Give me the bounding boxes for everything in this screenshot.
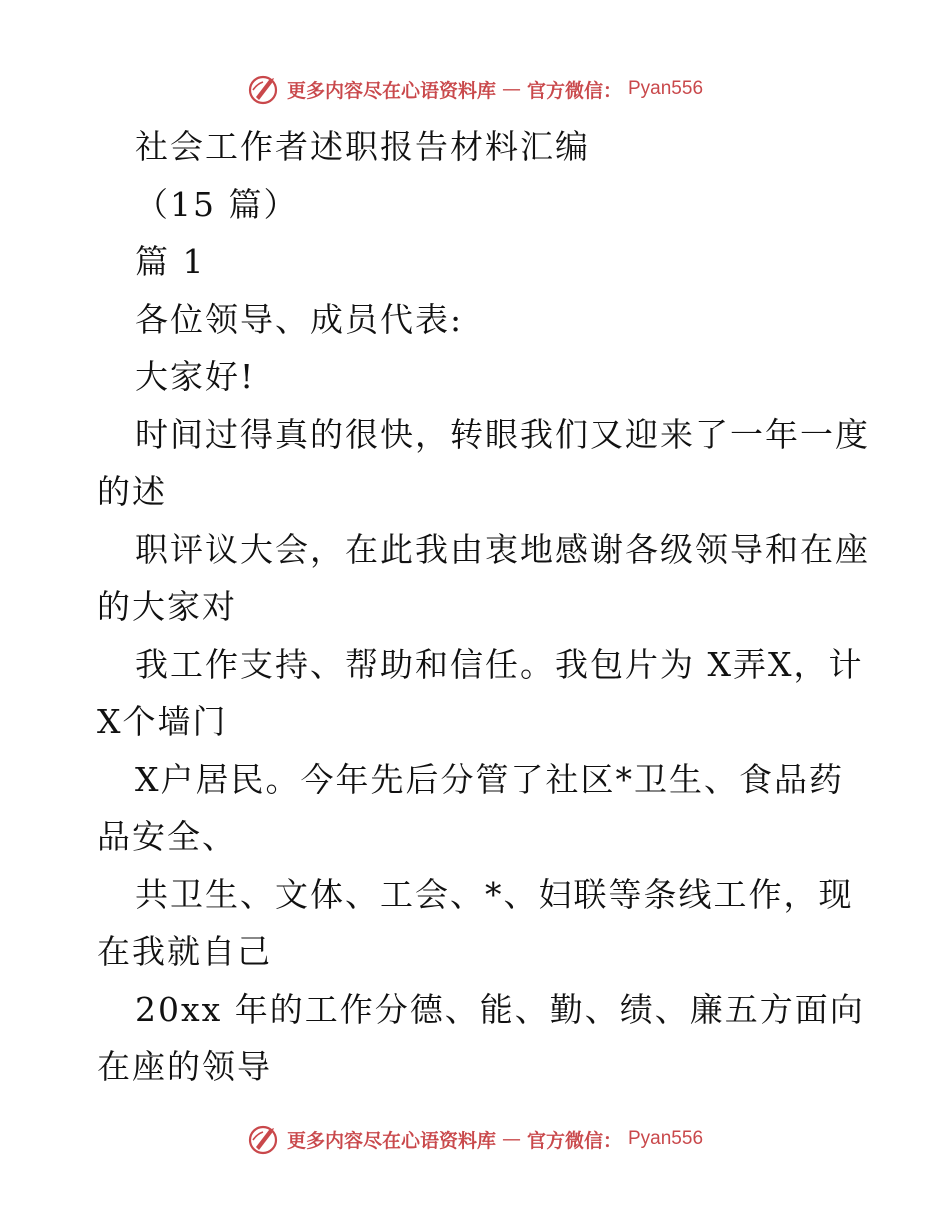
- paragraph-line: 时间过得真的很快，转眼我们又迎来了一年一度: [135, 414, 870, 454]
- document-body: [97, 118, 870, 1096]
- watermark-separator: —: [501, 78, 521, 100]
- paragraph-line: 我工作支持、帮助和信任。我包片为 X弄X，计: [135, 644, 864, 684]
- watermark-separator: —: [501, 1128, 521, 1150]
- watermark-text: 更多内容尽在心语资料库: [286, 79, 496, 102]
- paragraph-line: 的述: [97, 472, 167, 511]
- watermark-text: 更多内容尽在心语资料库: [286, 1129, 496, 1152]
- watermark-wechat-id: Pyan556: [628, 78, 704, 99]
- pen-nib-logo-icon: [247, 72, 281, 106]
- document-title: 社会工作者述职报告材料汇编: [135, 127, 590, 166]
- watermark-label: 官方微信：: [526, 1129, 622, 1152]
- greeting: 大家好!: [135, 357, 256, 396]
- document-subtitle: （15 篇）: [135, 184, 299, 224]
- watermark-label: 官方微信：: [526, 79, 622, 102]
- paragraph-line: 共卫生、文体、工会、*、妇联等条线工作，现: [135, 874, 854, 914]
- pen-nib-logo-icon: [247, 1122, 281, 1156]
- paragraph-line: X户居民。今年先后分管了社区*卫生、食品药: [135, 759, 844, 799]
- paragraph-line: 在座的领导: [97, 1047, 272, 1086]
- paragraph-line: 职评议大会，在此我由衷地感谢各级领导和在座: [135, 529, 870, 569]
- salutation: 各位领导、成员代表:: [135, 299, 464, 339]
- paragraph-line: X个墙门: [97, 702, 228, 741]
- watermark-wechat-id: Pyan556: [628, 1128, 704, 1149]
- watermark-footer: [0, 1122, 950, 1156]
- paragraph-line: 在我就自己: [97, 932, 272, 971]
- paragraph-line: 20xx 年的工作分德、能、勤、绩、廉五方面向: [135, 989, 865, 1029]
- section-heading: 篇 1: [135, 242, 206, 281]
- paragraph-line: 品安全、: [97, 817, 237, 856]
- paragraph-line: 的大家对: [97, 587, 237, 626]
- watermark-header: [0, 72, 950, 106]
